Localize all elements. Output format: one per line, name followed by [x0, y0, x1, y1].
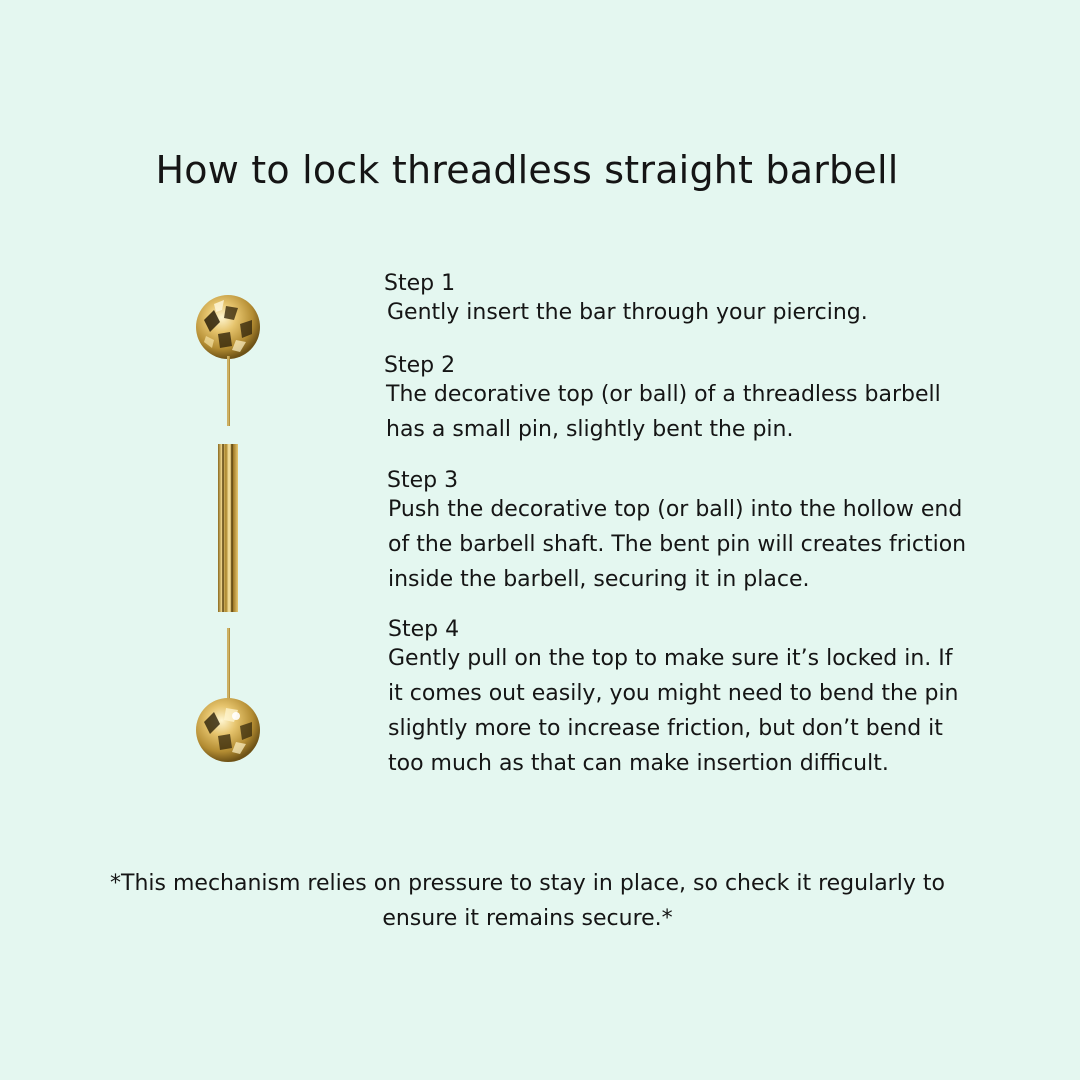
top-ball-icon [196, 295, 260, 359]
top-pin-icon [227, 356, 230, 426]
step-label: Step 3 [387, 468, 459, 493]
step-text: Push the decorative top (or ball) into the hollow end of the barbell shaft. The bent pin will creates friction inside the barbell, securing it in place. [388, 497, 967, 592]
step-4 [388, 612, 959, 781]
bottom-ball-icon [196, 698, 260, 762]
step-text: Gently insert the bar through your piercing. [387, 300, 868, 325]
page-title: How to lock threadless straight barbell [155, 148, 899, 192]
step-label: Step 1 [384, 271, 456, 296]
step-text: The decorative top (or ball) of a threadless barbell has a small pin, slightly bent the pin. [386, 382, 941, 442]
step-text: Gently pull on the top to make sure it’s locked in. If it comes out easily, you might need to bend the pin slightly more to increase friction, but don’t bend it too much as that can make insertion difficult. [388, 646, 959, 776]
threadless-barbell-icon [190, 290, 270, 770]
step-2 [384, 348, 941, 447]
step-label: Step 4 [388, 617, 460, 642]
footnote: *This mechanism relies on pressure to stay in place, so check it regularly to ensure it remains secure.* [110, 871, 945, 931]
step-label: Step 2 [384, 353, 456, 378]
bottom-pin-icon [227, 628, 230, 702]
step-1 [384, 266, 868, 330]
shaft-icon [218, 444, 238, 612]
step-3 [387, 463, 966, 597]
